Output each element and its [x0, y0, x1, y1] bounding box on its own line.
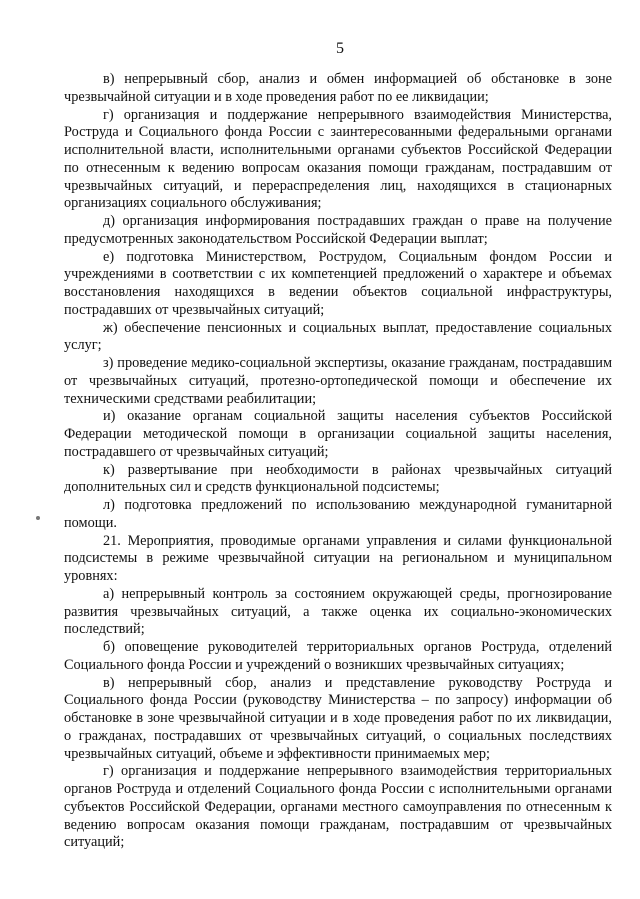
margin-mark — [36, 516, 40, 520]
page-number: 5 — [336, 40, 344, 57]
paragraph-item-z: з) проведение медико-социальной экспертизы, оказание гражданам, пострадавшим от чрезвычайных ситуаций, протезно-ортопедической помощи и обеспечение их техническими средствами реабилитации; — [64, 355, 612, 407]
paragraph-item-k: к) развертывание при необходимости в районах чрезвычайных ситуаций дополнительных сил и средств функциональной подсистемы; — [64, 461, 612, 496]
section-21-heading: 21. Мероприятия, проводимые органами управления и силами функциональной подсистемы в режиме чрезвычайной ситуации на региональном и муниципальном уровнях: — [64, 532, 612, 584]
document-body — [64, 71, 612, 852]
paragraph-item-g: г) организация и поддержание непрерывного взаимодействия Министерства, Роструда и Социального фонда России с заинтересованными федеральными органами исполнительной власти, исполнительными органами субъектов Российской Федерации по отнесенным к ведению вопросам оказания помощи гражданам, пострадавшим от чрезвычайных ситуаций, и перераспределения лиц, находящихся в стационарных организациях социального обслуживания; — [64, 106, 612, 212]
paragraph-21-item-a: а) непрерывный контроль за состоянием окружающей среды, прогнозирование развития чрезвычайных ситуаций, а также оценка их социально-экономических последствий; — [64, 585, 612, 638]
paragraph-item-l: л) подготовка предложений по использованию международной гуманитарной помощи. — [64, 497, 612, 531]
paragraph-item-i: и) оказание органам социальной защиты населения субъектов Российской Федерации методической помощи в организации социальной защиты населения, пострадавшего от чрезвычайных ситуаций; — [64, 408, 612, 460]
paragraph-21-item-v: в) непрерывный сбор, анализ и представление руководству Роструда и Социального фонда России (руководству Министерства – по запросу) информации об обстановке в зоне чрезвычайной ситуации и в ходе проведения работ по их ликвидации, о гражданах, пострадавших от чрезвычайных ситуаций, о социальных последствиях чрезвычайных ситуаций, объеме и эффективности принимаемых мер; — [64, 674, 612, 762]
paragraph-item-v: в) непрерывный сбор, анализ и обмен информацией об обстановке в зоне чрезвычайной ситуации и в ходе проведения работ по ее ликвидации; — [64, 71, 612, 105]
paragraph-item-d: д) организация информирования пострадавших граждан о праве на получение предусмотренных законодательством Российской Федерации выплат; — [64, 213, 612, 247]
paragraph-item-zh: ж) обеспечение пенсионных и социальных выплат, предоставление социальных услуг; — [64, 319, 612, 354]
paragraph-item-e: е) подготовка Министерством, Рострудом, Социальным фондом России и учреждениями в соответствии с их компетенцией предложений о характере и объемах восстановления находящихся в ведении объектов социальной инфраструктуры, пострадавших от чрезвычайных ситуаций; — [64, 248, 612, 318]
paragraph-21-item-g: г) организация и поддержание непрерывного взаимодействия территориальных органов Роструда и отделений Социального фонда России с исполнительными органами субъектов Российской Федерации, органами местного самоуправления по отнесенным к ведению вопросам оказания помощи гражданам, пострадавшим от чрезвычайных ситуаций; — [64, 763, 612, 851]
paragraph-21-item-b: б) оповещение руководителей территориальных органов Роструда, отделений Социального фонда России и учреждений о возникших чрезвычайных ситуациях; — [64, 639, 612, 673]
